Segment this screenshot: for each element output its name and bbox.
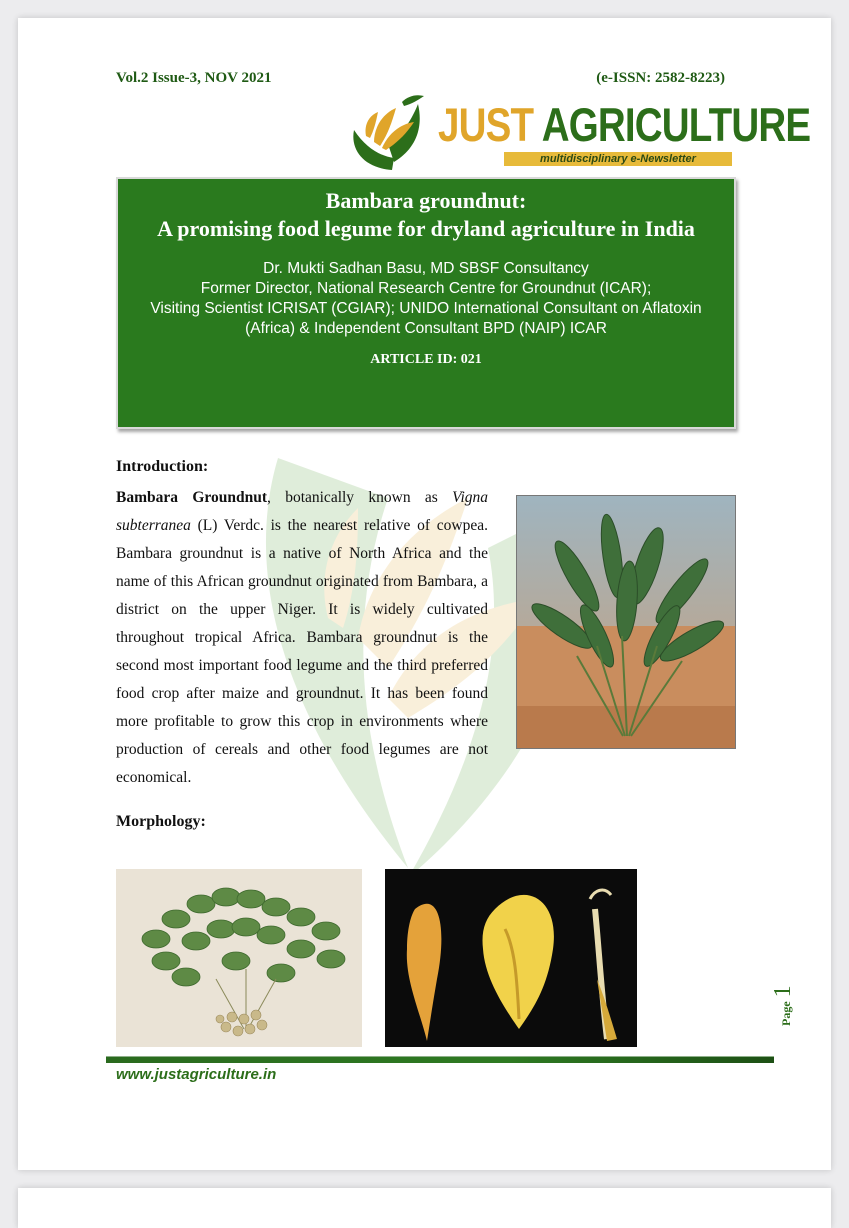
bambara-plant-photo	[516, 495, 736, 749]
just-agriculture-logo	[344, 90, 811, 176]
introduction-heading: Introduction:	[116, 458, 209, 475]
logo-word-agriculture: AGRICULTURE	[541, 98, 811, 151]
volume-issue: Vol.2 Issue-3, NOV 2021	[116, 70, 272, 86]
morphology-heading: Morphology:	[116, 813, 206, 830]
issn: (e-ISSN: 2582-8223)	[596, 70, 725, 86]
next-page-edge	[18, 1188, 831, 1228]
introduction-paragraph: Bambara Groundnut, botanically known as Vigna subterranea (L) Verdc. is the nearest relative of cowpea. Bambara groundnut is a native of North Africa and the name of this African groundnut originated from Bambara, a district on the upper Niger. It is widely cultivated throughout tropical Africa. Bambara groundnut is the second most important food legume and the third preferred food crop after maize and groundnut. It has been found more profitable to grow this crop in environments where production of cereals and other food legumes are not economical.	[116, 489, 488, 786]
logo-wordmark	[438, 100, 810, 150]
flower-parts-photo	[385, 869, 637, 1047]
logo-word-just: JUST	[438, 98, 534, 151]
author-affiliations: Dr. Mukti Sadhan Basu, MD SBSF Consultancy Former Director, National Research Centre for Groundnut (ICAR); Visiting Scientist ICRISAT (CGIAR); UNIDO International Consultant on Aflatoxin (Africa) & Independent Consultant BPD (NAIP) ICAR	[150, 260, 702, 337]
document-page	[18, 18, 831, 1170]
leaf-emblem-icon	[344, 90, 440, 176]
logo-tagline: multidisciplinary e-Newsletter	[504, 152, 732, 166]
uprooted-plant-photo	[116, 869, 362, 1047]
website-url[interactable]: www.justagriculture.in	[116, 1066, 277, 1083]
article-title-banner	[116, 177, 736, 429]
footer-rule	[106, 1056, 774, 1063]
page-number: Page 1	[770, 985, 796, 1026]
article-id: ARTICLE ID: 021	[370, 352, 482, 367]
article-title: Bambara groundnut: A promising food legume for dryland agriculture in India	[157, 188, 695, 241]
